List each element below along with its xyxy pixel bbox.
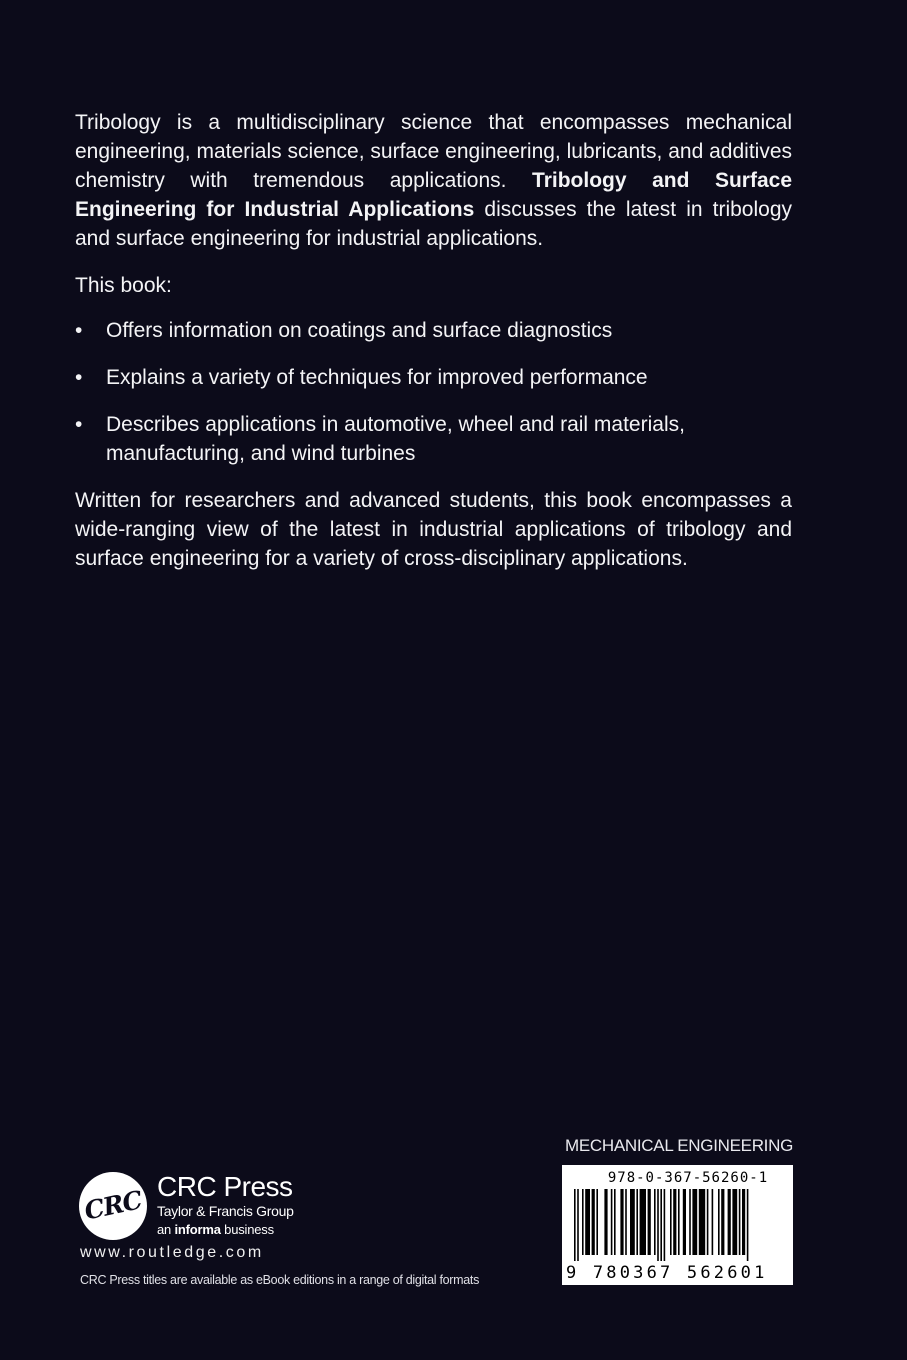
barcode-bar: [692, 1189, 697, 1255]
description-text-cont: discusses the latest in tribology and surface engineering for industrial applications.: [75, 198, 792, 250]
barcode-bar: [707, 1189, 709, 1255]
barcode-bar: [574, 1189, 576, 1261]
barcode-bar: [640, 1189, 646, 1255]
publisher-informa: [157, 1221, 294, 1239]
barcode-bar: [614, 1189, 616, 1255]
barcode-bar: [689, 1189, 691, 1255]
barcode-bar: [582, 1189, 584, 1255]
barcode-bar: [660, 1189, 662, 1261]
list-item: [75, 363, 792, 392]
barcode-bar: [630, 1189, 635, 1255]
intro-line: This book:: [75, 274, 172, 297]
barcode-bar: [636, 1189, 638, 1255]
crc-logo: [79, 1172, 147, 1240]
barcode-bars: [574, 1189, 790, 1261]
closing-paragraph: Written for researchers and advanced students, this book encompasses a wide-ranging view of the latest in industrial applications of tribology and surface engineering for a variety of cross-disciplinary applications.: [75, 489, 792, 570]
barcode-bar: [732, 1189, 737, 1255]
barcode-bar: [611, 1189, 613, 1255]
barcode-bar: [657, 1189, 659, 1261]
description-text: Tribology is a multidisciplinary science that encompasses mechanical engineering, materials science, surface engineering, lubricants, and additives chemistry with tremendous applications.: [75, 111, 792, 192]
isbn-bottom-text: 9 780367 562601: [566, 1263, 768, 1283]
list-item-text: Explains a variety of techniques for improved performance: [106, 366, 648, 389]
barcode-bar: [721, 1189, 724, 1255]
description-paragraph: [75, 108, 792, 253]
informa-prefix: an: [157, 1222, 175, 1237]
barcode-bar: [728, 1189, 731, 1255]
barcode-bar: [747, 1189, 749, 1261]
informa-bold: informa: [174, 1222, 221, 1237]
barcode-bar: [673, 1189, 676, 1255]
bullet-icon: •: [75, 319, 83, 342]
barcode-bar: [739, 1189, 741, 1255]
list-item: [75, 410, 792, 468]
feature-list: [75, 316, 792, 468]
publisher-group: Taylor & Francis Group: [157, 1203, 294, 1219]
list-item: [75, 316, 792, 345]
barcode-bar: [625, 1189, 627, 1255]
barcode-bar: [654, 1189, 656, 1255]
publisher-block: [157, 1172, 294, 1239]
website-url: www.routledge.com: [80, 1244, 264, 1261]
barcode-bar: [670, 1189, 672, 1255]
barcode-bar: [683, 1189, 686, 1255]
barcode-bar: [577, 1189, 579, 1261]
bullet-icon: •: [75, 366, 83, 389]
barcode-bar: [604, 1189, 607, 1255]
isbn-barcode: [562, 1165, 793, 1285]
informa-suffix: business: [220, 1222, 274, 1237]
barcode-bar: [678, 1189, 680, 1255]
barcode-bar: [718, 1189, 720, 1255]
barcode-bar: [712, 1189, 714, 1255]
isbn-top-text: 978-0-367-56260-1: [607, 1170, 769, 1186]
barcode-bar: [585, 1189, 590, 1255]
barcode-bar: [664, 1189, 666, 1261]
barcode-bar: [596, 1189, 598, 1255]
barcode-bar: [592, 1189, 595, 1255]
publisher-name: CRC Press: [157, 1171, 293, 1202]
barcode-bar: [648, 1189, 651, 1255]
back-cover-description: [75, 108, 792, 591]
crc-logo-text: CRC: [81, 1185, 145, 1226]
barcode-bar: [742, 1189, 745, 1255]
book-title-bold: Tribology and Surface Engineering for Industrial Applications: [75, 169, 792, 221]
bullet-icon: •: [75, 413, 83, 436]
list-item-text: Offers information on coatings and surface diagnostics: [106, 319, 613, 342]
barcode-bar: [699, 1189, 705, 1255]
subject-category: MECHANICAL ENGINEERING: [565, 1136, 793, 1155]
barcode-bar: [620, 1189, 623, 1255]
list-item-text: Describes applications in automotive, wheel and rail materials, manufacturing, and wind turbines: [106, 413, 685, 465]
ebook-note: CRC Press titles are available as eBook editions in a range of digital formats: [80, 1273, 480, 1287]
